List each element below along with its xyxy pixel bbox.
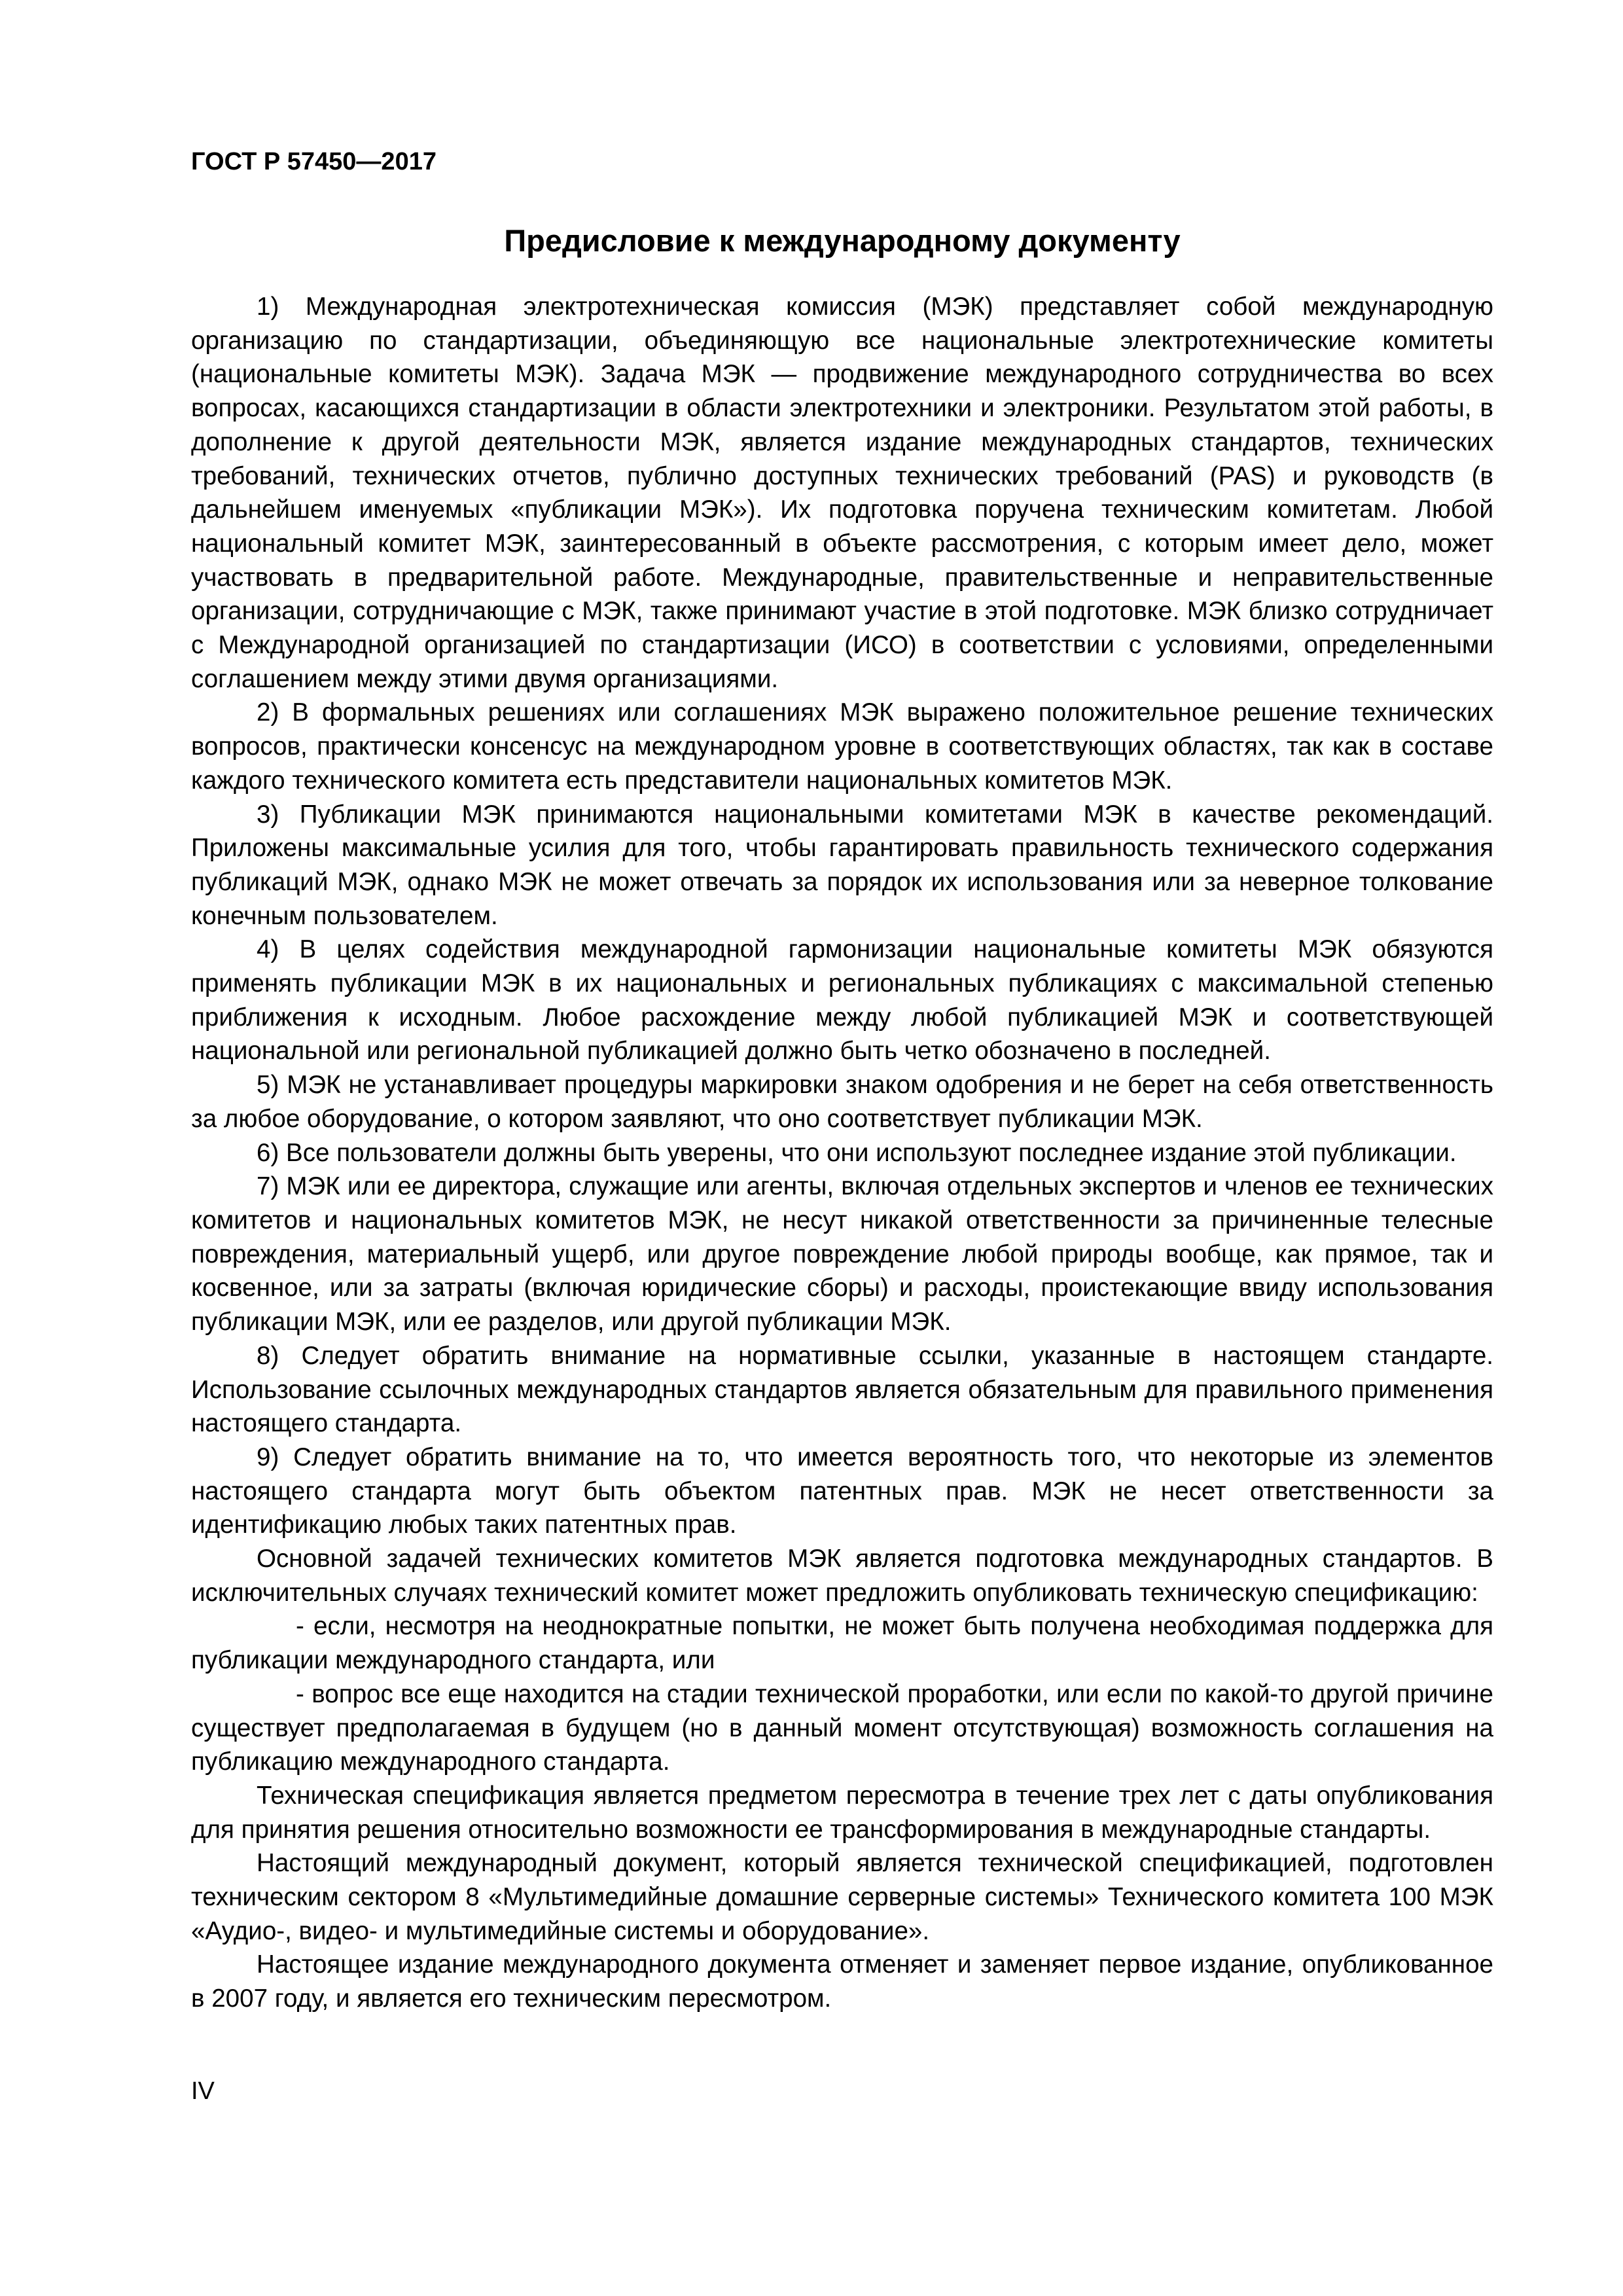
- list-item-bullet-1: - если, несмотря на неоднократные попытки, не может быть получена необходимая поддержка для публикации международного стандарта, или: [191, 1612, 1493, 1675]
- paragraph-6: 6) Все пользователи должны быть уверены, что они используют последнее издание этой публикации.: [257, 1138, 1457, 1167]
- paragraph-main-task: Основной задачей технических комитетов МЭК является подготовка международных стандартов. В исключительных случаях технический комитет может предложить опубликовать техническую спецификацию:: [191, 1545, 1493, 1607]
- paragraph-review: Техническая спецификация является предметом пересмотра в течение трех лет с даты опубликования для принятия решения относительно возможности ее трансформирования в международные стандарты.: [191, 1781, 1493, 1844]
- paragraph-2: 2) В формальных решениях или соглашениях МЭК выражено положительное решение технических вопросов, практически консенсус на международном уровне в соответствующих областях, так как в составе каждого технического комитета есть представители национальных комитетов МЭК.: [191, 698, 1493, 795]
- paragraph-5: 5) МЭК не устанавливает процедуры маркировки знаком одобрения и не берет на себя ответственность за любое оборудование, о котором заявляют, что оно соответствует публикации МЭК.: [191, 1071, 1493, 1133]
- paragraph-edition: Настоящее издание международного документа отменяет и заменяет первое издание, опубликованное в 2007 году, и является его техническим пересмотром.: [191, 1950, 1493, 2013]
- page-title: Предисловие к международному документу: [504, 223, 1181, 258]
- page-number: IV: [191, 2077, 215, 2105]
- paragraph-8: 8) Следует обратить внимание на нормативные ссылки, указанные в настоящем стандарте. Использование ссылочных международных стандартов является обязательным для правильного применения настоящего стандарта.: [191, 1341, 1493, 1438]
- paragraph-4: 4) В целях содействия международной гармонизации национальные комитеты МЭК обязуются применять публикации МЭК в их национальных и региональных публикациях с максимальной степенью приближения к исходным. Любое расхождение между любой публикацией МЭК и соответствующей национальной или региональной публикацией должно быть четко обозначено в последней.: [191, 935, 1493, 1066]
- paragraph-7: 7) МЭК или ее директора, служащие или агенты, включая отдельных экспертов и членов ее технических комитетов и национальных комитетов МЭК, не несут никакой ответственности за причиненные телесные повреждения, материальный ущерб, или другое повреждение любой природы вообще, как прямое, так и косвенное, или за затраты (включая юридические сборы) и расходы, проистекающие ввиду использования публикации МЭК, или ее разделов, или другой публикации МЭК.: [191, 1172, 1493, 1336]
- paragraph-1: 1) Международная электротехническая комиссия (МЭК) представляет собой международную организацию по стандартизации, объединяющую все национальные электротехнические комитеты (национальные комитеты МЭК). Задача МЭК — продвижение международного сотрудничества во всех вопросах, касающихся стандартизации в области электротехники и электроники. Результатом этой работы, в дополнение к другой деятельности МЭК, является издание международных стандартов, технических требований, технических отчетов, публично доступных технических требований (PAS) и руководств (в дальнейшем именуемых «публикации МЭК»). Их подготовка поручена техническим комитетам. Любой национальный комитет МЭК, заинтересованный в объекте рассмотрения, с которым имеет дело, может участвовать в предварительной работе. Международные, правительственные и неправительственные организации, сотрудничающие с МЭК, также принимают участие в этой подготовке. МЭК близко сотрудничает с Международной организацией по стандартизации (ИСО) в соответствии с условиями, определенными соглашением между этими двумя организациями.: [191, 293, 1493, 693]
- paragraph-prepared-by: Настоящий международный документ, который является технической спецификацией, подготовлен техническим сектором 8 «Мультимедийные домашние серверные системы» Технического комитета 100 МЭК «Аудио-, видео- и мультимедийные системы и оборудование».: [191, 1849, 1493, 1945]
- standard-designation: ГОСТ Р 57450—2017: [191, 148, 437, 175]
- document-body: [191, 290, 1493, 2016]
- paragraph-9: 9) Следует обратить внимание на то, что имеется вероятность того, что некоторые из элементов настоящего стандарта могут быть объектом патентных прав. МЭК не несет ответственности за идентификацию любых таких патентных прав.: [191, 1443, 1493, 1539]
- list-item-bullet-2: - вопрос все еще находится на стадии технической проработки, или если по какой-то другой причине существует предполагаемая в будущем (но в данный момент отсутствующая) возможность соглашения на публикацию международного стандарта.: [191, 1679, 1493, 1776]
- paragraph-3: 3) Публикации МЭК принимаются национальными комитетами МЭК в качестве рекомендаций. Приложены максимальные усилия для того, чтобы гарантировать правильность технического содержания публикаций МЭК, однако МЭК не может отвечать за порядок их использования или за неверное толкование конечным пользователем.: [191, 800, 1493, 930]
